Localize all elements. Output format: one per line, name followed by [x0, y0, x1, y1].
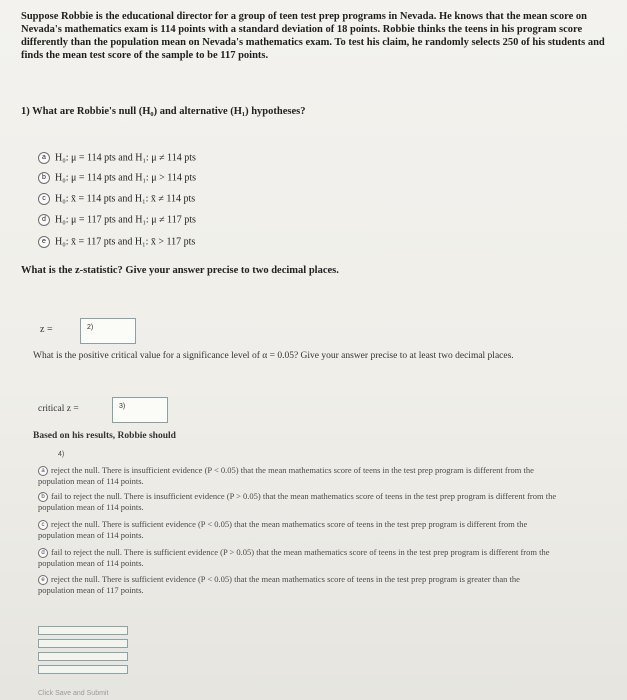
answer-blank[interactable]: [38, 626, 128, 635]
option-1d[interactable]: [38, 214, 196, 226]
option-4b[interactable]: [38, 491, 558, 513]
radio-button-icon[interactable]: d: [38, 214, 50, 226]
input-number: 2): [87, 324, 94, 331]
radio-button-icon[interactable]: a: [38, 152, 50, 164]
option-text: H₀: x̄ = 114 pts and H₁: x̄ ≠ 114 pts: [55, 193, 196, 205]
option-4d[interactable]: [38, 547, 558, 569]
question-4-number: 4): [58, 451, 65, 458]
answer-blank[interactable]: [38, 652, 128, 661]
radio-button-icon[interactable]: c: [38, 520, 48, 530]
radio-button-icon[interactable]: b: [38, 492, 48, 502]
radio-button-icon[interactable]: a: [38, 466, 48, 476]
critical-value-input[interactable]: [112, 397, 168, 423]
question-4-prompt: Based on his results, Robbie should: [33, 431, 176, 441]
option-text: H₀: μ = 114 pts and H₁: μ > 114 pts: [55, 172, 197, 184]
answer-blank[interactable]: [38, 639, 128, 648]
question-2-prompt: What is the z-statistic? Give your answer precise to two decimal places.: [21, 265, 339, 276]
z-statistic-label: z =: [40, 324, 53, 335]
radio-button-icon[interactable]: e: [38, 236, 50, 248]
option-text: reject the null. There is sufficient evidence (P < 0.05) that the mean mathematics score of teens in the test prep program is different from the population mean of 114 points.: [38, 519, 528, 541]
option-1c[interactable]: [38, 193, 195, 205]
option-text: fail to reject the null. There is sufficient evidence (P > 0.05) that the mean mathematics score of teens in the test prep program is different from the population mean of 114 points.: [38, 547, 550, 569]
critical-value-label: critical z =: [38, 404, 79, 414]
option-text: H₀: x̄ = 117 pts and H₁: x̄ > 117 pts: [55, 236, 196, 248]
input-number: 3): [119, 403, 126, 410]
answer-blank[interactable]: [38, 665, 128, 674]
option-text: H₀: μ = 117 pts and H₁: μ ≠ 117 pts: [55, 214, 196, 226]
option-1e[interactable]: [38, 236, 195, 248]
option-1a[interactable]: [38, 152, 196, 164]
question-3-prompt: What is the positive critical value for a significance level of α = 0.05? Give your answer precise to at least two decimal places.: [33, 351, 514, 361]
option-4a[interactable]: [38, 465, 558, 487]
option-text: reject the null. There is sufficient evidence (P < 0.05) that the mean mathematics score of teens in the test prep program is greater than the population mean of 117 points.: [38, 574, 520, 596]
option-text: H₀: μ = 114 pts and H₁: μ ≠ 114 pts: [55, 152, 196, 164]
radio-button-icon[interactable]: d: [38, 548, 48, 558]
radio-button-icon[interactable]: c: [38, 193, 50, 205]
radio-button-icon[interactable]: e: [38, 575, 48, 585]
problem-statement: Suppose Robbie is the educational director for a group of teen test prep programs in Nevada. He knows that the mean score on Nevada's mathematics exam is 114 points with a standard deviation of 18 points. Robbie thinks the teens in his program score differently than the population mean on Nevada's mathematics exam. To test his claim, he randomly selects 250 of his students and finds the mean test score of the sample to be 117 points.: [21, 11, 605, 61]
option-text: fail to reject the null. There is insufficient evidence (P > 0.05) that the mean mathematics score of teens in the test prep program is different from the population mean of 114 points.: [38, 491, 557, 513]
save-submit-link[interactable]: Click Save and Submit: [38, 690, 109, 697]
option-1b[interactable]: [38, 172, 196, 184]
z-statistic-input[interactable]: [80, 318, 136, 344]
option-text: reject the null. There is insufficient evidence (P < 0.05) that the mean mathematics score of teens in the test prep program is different from the population mean of 114 points.: [38, 465, 534, 487]
question-1-prompt: 1) What are Robbie's null (H₀) and alternative (H₁) hypotheses?: [21, 106, 306, 117]
radio-button-icon[interactable]: b: [38, 172, 50, 184]
option-4c[interactable]: [38, 519, 558, 541]
option-4e[interactable]: [38, 574, 558, 596]
